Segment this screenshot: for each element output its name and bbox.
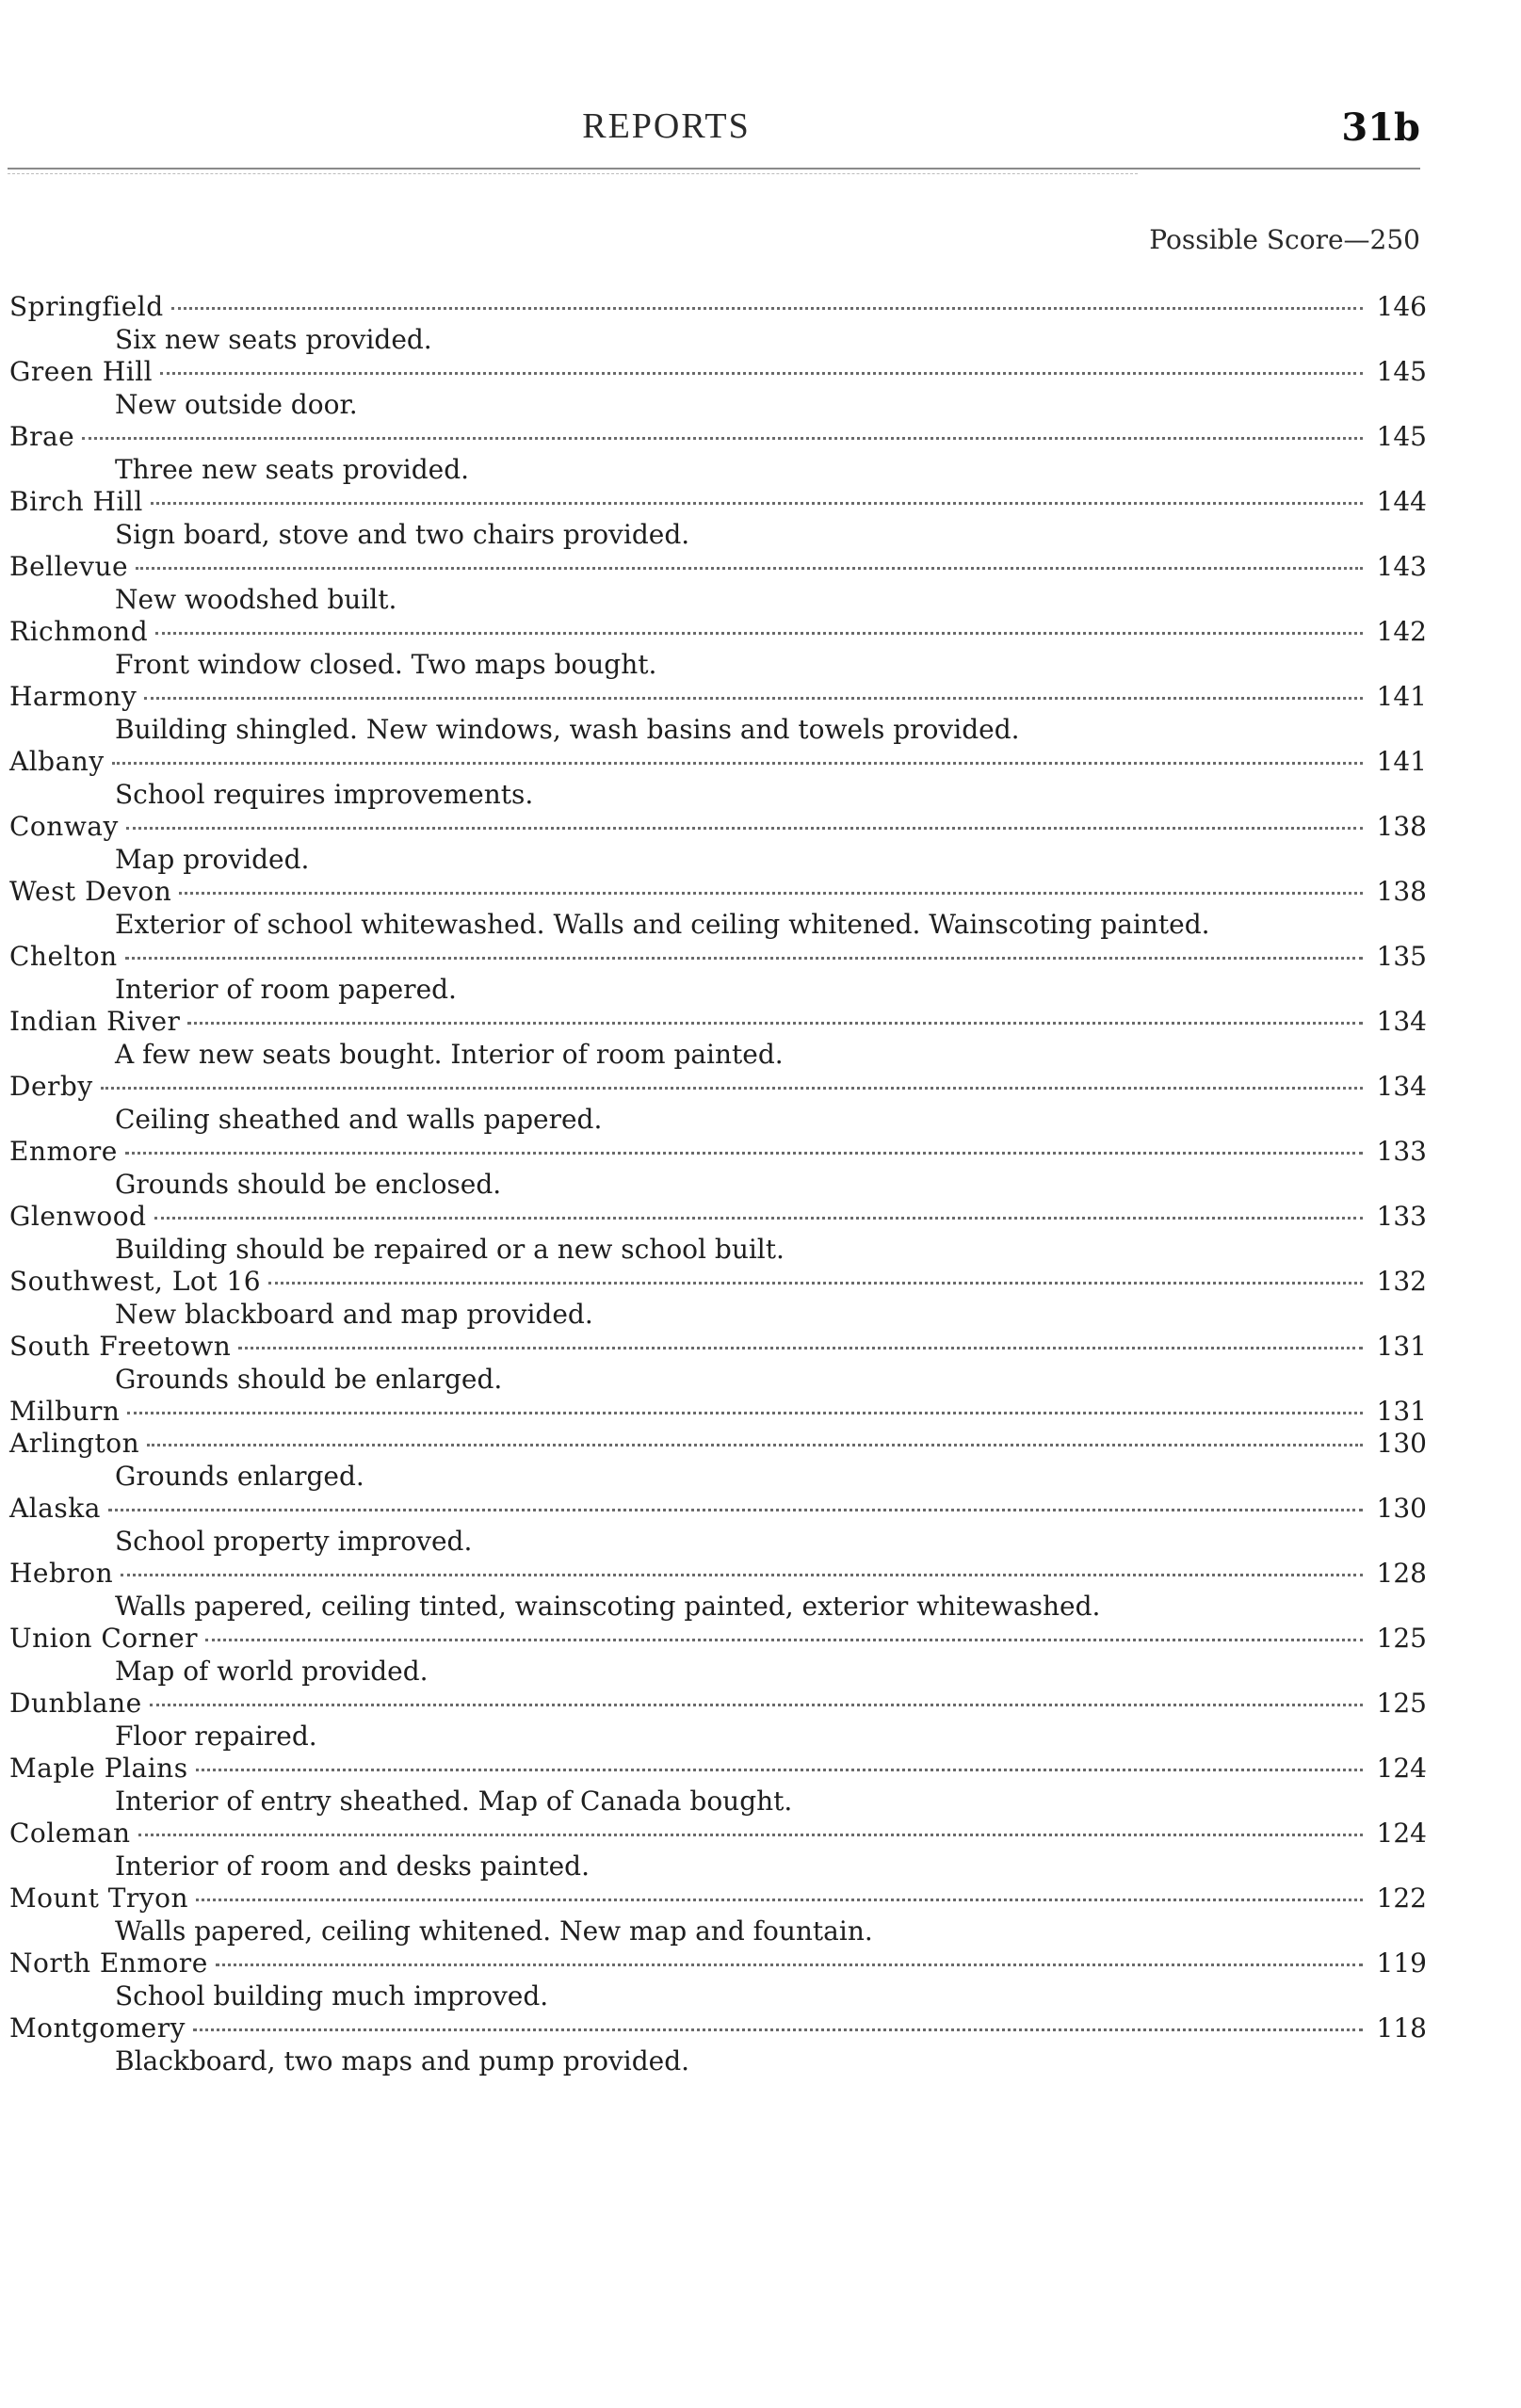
school-row	[9, 876, 1427, 908]
school-score: 130	[1376, 1428, 1427, 1459]
school-entry	[9, 1947, 1427, 2012]
school-entry	[9, 356, 1427, 421]
school-note: A few new seats bought. Interior of room painted.	[115, 1039, 784, 1070]
school-row	[9, 681, 1427, 713]
school-entry	[9, 1428, 1427, 1493]
school-note: New woodshed built.	[115, 584, 397, 615]
school-score: 138	[1376, 876, 1427, 907]
school-entry	[9, 876, 1427, 941]
school-row	[9, 1428, 1427, 1460]
running-head	[0, 105, 1521, 162]
school-score: 134	[1376, 1006, 1427, 1037]
school-name: Southwest, Lot 16	[9, 1266, 262, 1297]
school-note: Interior of room papered.	[115, 974, 457, 1005]
school-name: Springfield	[9, 291, 164, 322]
school-score: 142	[1376, 616, 1427, 647]
school-row	[9, 616, 1427, 648]
school-note: Front window closed. Two maps bought.	[115, 649, 657, 680]
page-number: 31b	[1341, 105, 1420, 150]
school-name: Brae	[9, 421, 75, 452]
school-note: Map of world provided.	[115, 1656, 429, 1687]
school-name: Coleman	[9, 1818, 131, 1849]
school-score: 143	[1376, 551, 1427, 582]
school-note: School property improved.	[115, 1526, 473, 1557]
school-entry	[9, 1623, 1427, 1688]
school-name: Enmore	[9, 1136, 118, 1167]
school-score: 138	[1376, 811, 1427, 842]
school-row	[9, 1201, 1427, 1233]
school-note: Grounds enlarged.	[115, 1461, 364, 1492]
school-row	[9, 1493, 1427, 1525]
dot-leader	[121, 1574, 1363, 1576]
dot-leader	[171, 307, 1363, 310]
page-title: REPORTS	[582, 106, 751, 146]
school-entry	[9, 1558, 1427, 1623]
school-name: Albany	[9, 746, 105, 777]
school-entry	[9, 2012, 1427, 2077]
school-entry	[9, 1006, 1427, 1071]
school-name: Dunblane	[9, 1688, 142, 1719]
school-row	[9, 1947, 1427, 1980]
dot-leader	[136, 567, 1363, 570]
school-entry	[9, 1396, 1427, 1428]
school-note: Six new seats provided.	[115, 324, 432, 355]
dot-leader	[179, 892, 1363, 895]
school-note: Building should be repaired or a new school built.	[115, 1234, 785, 1265]
school-score: 133	[1376, 1136, 1427, 1167]
school-name: South Freetown	[9, 1331, 232, 1362]
school-score: 131	[1376, 1396, 1427, 1427]
school-entry	[9, 1331, 1427, 1396]
dot-leader	[112, 762, 1363, 765]
school-score: 133	[1376, 1201, 1427, 1232]
school-row	[9, 1331, 1427, 1363]
school-note: Blackboard, two maps and pump provided.	[115, 2045, 690, 2077]
school-row	[9, 486, 1427, 518]
school-name: Montgomery	[9, 2012, 186, 2044]
school-name: Chelton	[9, 941, 118, 972]
dot-leader	[108, 1509, 1363, 1511]
school-score: 145	[1376, 421, 1427, 452]
dot-leader	[151, 502, 1363, 505]
school-score: 118	[1376, 2012, 1427, 2044]
school-note: Interior of room and desks painted.	[115, 1850, 590, 1882]
school-name: Union Corner	[9, 1623, 199, 1654]
header-rule	[8, 168, 1420, 170]
school-score: 131	[1376, 1331, 1427, 1362]
school-row	[9, 1818, 1427, 1850]
school-name: Birch Hill	[9, 486, 143, 517]
school-name: North Enmore	[9, 1947, 208, 1979]
school-entry	[9, 811, 1427, 876]
school-name: Indian River	[9, 1006, 181, 1037]
school-note: Walls papered, ceiling whitened. New map and fountain.	[115, 1915, 873, 1947]
school-row	[9, 421, 1427, 453]
dot-leader	[125, 1152, 1363, 1155]
school-row	[9, 1623, 1427, 1655]
school-row	[9, 2012, 1427, 2044]
school-entry	[9, 421, 1427, 486]
school-note: Map provided.	[115, 844, 310, 875]
dot-leader	[147, 1444, 1363, 1446]
school-score: 124	[1376, 1753, 1427, 1784]
school-name: Conway	[9, 811, 119, 842]
school-score: 135	[1376, 941, 1427, 972]
school-score: 141	[1376, 746, 1427, 777]
school-score: 134	[1376, 1071, 1427, 1102]
school-name: Arlington	[9, 1428, 140, 1459]
school-entry	[9, 1136, 1427, 1201]
school-entry	[9, 681, 1427, 746]
school-note: School building much improved.	[115, 1980, 549, 2012]
dot-leader	[216, 1964, 1363, 1966]
school-row	[9, 1558, 1427, 1590]
school-entry	[9, 1883, 1427, 1947]
school-entry	[9, 551, 1427, 616]
school-score: 146	[1376, 291, 1427, 322]
dot-leader	[268, 1282, 1363, 1285]
school-score-list	[9, 291, 1427, 2077]
school-note: Grounds should be enclosed.	[115, 1169, 502, 1200]
school-row	[9, 746, 1427, 778]
school-row	[9, 811, 1427, 843]
dot-leader	[125, 957, 1363, 960]
header-rule-secondary	[8, 173, 1138, 174]
school-row	[9, 1136, 1427, 1168]
school-note: Three new seats provided.	[115, 454, 470, 485]
school-name: West Devon	[9, 876, 172, 907]
school-score: 125	[1376, 1623, 1427, 1654]
school-entry	[9, 1201, 1427, 1266]
school-entry	[9, 291, 1427, 356]
school-name: Alaska	[9, 1493, 101, 1524]
school-name: Maple Plains	[9, 1753, 188, 1784]
school-row	[9, 356, 1427, 388]
school-note: New blackboard and map provided.	[115, 1299, 593, 1330]
school-note: Sign board, stove and two chairs provided.	[115, 519, 690, 550]
school-score: 122	[1376, 1883, 1427, 1914]
dot-leader	[144, 697, 1363, 700]
school-score: 141	[1376, 681, 1427, 712]
dot-leader	[187, 1022, 1363, 1025]
school-entry	[9, 1818, 1427, 1883]
school-entry	[9, 941, 1427, 1006]
school-note: Ceiling sheathed and walls papered.	[115, 1104, 603, 1135]
school-note: Grounds should be enlarged.	[115, 1364, 503, 1395]
dot-leader	[193, 2028, 1363, 2031]
school-row	[9, 1753, 1427, 1785]
dot-leader	[196, 1769, 1363, 1771]
school-entry	[9, 486, 1427, 551]
school-entry	[9, 1266, 1427, 1331]
school-name: Harmony	[9, 681, 138, 712]
school-score: 125	[1376, 1688, 1427, 1719]
school-note: Walls papered, ceiling tinted, wainscoting painted, exterior whitewashed.	[115, 1591, 1101, 1622]
school-entry	[9, 1688, 1427, 1753]
school-entry	[9, 616, 1427, 681]
dot-leader	[127, 1412, 1363, 1414]
dot-leader	[126, 827, 1363, 830]
school-row	[9, 1006, 1427, 1038]
school-note: New outside door.	[115, 389, 358, 420]
dot-leader	[101, 1087, 1363, 1090]
school-score: 124	[1376, 1818, 1427, 1849]
school-note: Building shingled. New windows, wash basins and towels provided.	[115, 714, 1020, 745]
school-note: Exterior of school whitewashed. Walls and ceiling whitened. Wainscoting painted.	[115, 909, 1210, 940]
school-note: School requires improvements.	[115, 779, 534, 810]
school-row	[9, 1688, 1427, 1720]
dot-leader	[205, 1639, 1363, 1641]
school-score: 132	[1376, 1266, 1427, 1297]
possible-score: Possible Score—250	[1149, 224, 1420, 255]
school-name: Green Hill	[9, 356, 154, 387]
school-row	[9, 1071, 1427, 1103]
school-name: Milburn	[9, 1396, 121, 1427]
dot-leader	[138, 1834, 1363, 1836]
school-entry	[9, 1753, 1427, 1818]
school-note: Interior of entry sheathed. Map of Canada bought.	[115, 1786, 793, 1817]
dot-leader	[196, 1899, 1363, 1901]
school-name: Bellevue	[9, 551, 129, 582]
school-row	[9, 1883, 1427, 1915]
school-row	[9, 941, 1427, 973]
school-row	[9, 1396, 1427, 1428]
school-score: 130	[1376, 1493, 1427, 1524]
dot-leader	[82, 437, 1363, 440]
dot-leader	[150, 1704, 1363, 1706]
school-score: 145	[1376, 356, 1427, 387]
school-name: Glenwood	[9, 1201, 147, 1232]
dot-leader	[238, 1347, 1363, 1349]
dot-leader	[155, 632, 1363, 635]
school-name: Richmond	[9, 616, 149, 647]
school-row	[9, 291, 1427, 323]
school-name: Derby	[9, 1071, 93, 1102]
dot-leader	[160, 372, 1363, 375]
school-score: 144	[1376, 486, 1427, 517]
school-row	[9, 1266, 1427, 1298]
school-name: Mount Tryon	[9, 1883, 189, 1914]
school-score: 119	[1376, 1947, 1427, 1979]
school-entry	[9, 1493, 1427, 1558]
school-note: Floor repaired.	[115, 1721, 317, 1752]
school-row	[9, 551, 1427, 583]
school-score: 128	[1376, 1558, 1427, 1589]
school-entry	[9, 746, 1427, 811]
dot-leader	[154, 1217, 1363, 1220]
school-name: Hebron	[9, 1558, 114, 1589]
school-entry	[9, 1071, 1427, 1136]
